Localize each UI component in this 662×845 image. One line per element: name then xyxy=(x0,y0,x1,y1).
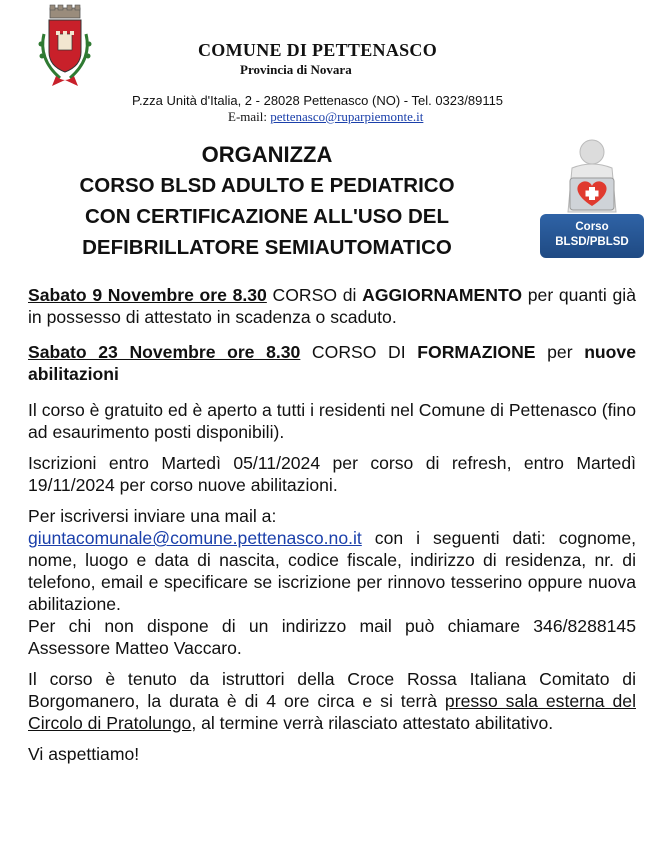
heading-organizza: ORGANIZZA xyxy=(201,142,333,167)
province-name: Provincia di Novara xyxy=(240,62,352,77)
municipal-crest-icon xyxy=(22,4,108,90)
heading-line-2: CON CERTIFICAZIONE ALL'USO DEL xyxy=(85,205,449,228)
course-details-paragraph: Il corso è tenuto da istruttori della Croce Rossa Italiana Comitato di Borgomanero, la durata è di 4 ore circa e si terrà presso sala esterna del Circolo di Pratolungo, al termine verrà rilasciato attestato abilitativo. xyxy=(28,669,636,733)
municipality-address: P.zza Unità d'Italia, 2 - 28028 Pettenasco (NO) - Tel. 0323/89115 xyxy=(132,93,504,108)
course-badge xyxy=(540,138,644,262)
announcement-body xyxy=(28,284,636,765)
badge-label: Corso BLSD/PBLSD xyxy=(540,214,644,258)
free-course-paragraph: Il corso è gratuito ed è aperto a tutti i residenti nel Comune di Pettenasco (fino ad esaurimento posti disponibili). xyxy=(28,400,636,442)
heading-line-1: CORSO BLSD ADULTO E PEDIATRICO xyxy=(79,174,455,197)
municipality-email-line xyxy=(228,109,423,125)
municipality-name: COMUNE DI PETTENASCO xyxy=(198,40,438,60)
closing-text: Vi aspettiamo! xyxy=(28,744,140,764)
municipality-email-link[interactable]: pettenasco@ruparpiemonte.it xyxy=(270,109,424,124)
phone-contact-paragraph: Per chi non dispone di un indirizzo mail può chiamare 346/8288145 Assessore Matteo Vaccaro. xyxy=(28,616,636,658)
venue-text: presso sala esterna del Circolo di Pratolungo xyxy=(28,691,636,733)
email-label: E-mail: xyxy=(228,109,267,124)
registration-instructions-paragraph: Per iscriversi inviare una mail a: giuntacomunale@comune.pettenasco.no.it con i seguenti dati: cognome, nome, luogo e data di nascita, codice fiscale, indirizzo di residenza, nr. di telefono, email e specificare se iscrizione per rinnovo tesserino oppure nuova abilitazione. xyxy=(28,506,636,614)
session-update-paragraph: Sabato 9 Novembre ore 8.30 CORSO di AGGIORNAMENTO per quanti già in possesso di attestato in scadenza o scaduto. xyxy=(28,285,636,327)
registration-email-link[interactable]: giuntacomunale@comune.pettenasco.no.it xyxy=(28,528,362,548)
course-heading xyxy=(22,140,512,263)
first-aid-figure-icon xyxy=(554,138,630,218)
session-training-paragraph: Sabato 23 Novembre ore 8.30 CORSO DI FORMAZIONE per nuove abilitazioni xyxy=(28,342,636,384)
heading-line-3: DEFIBRILLATORE SEMIAUTOMATICO xyxy=(82,236,452,259)
registration-deadline-paragraph: Iscrizioni entro Martedì 05/11/2024 per corso di refresh, entro Martedì 19/11/2024 per corso nuove abilitazioni. xyxy=(28,453,636,495)
